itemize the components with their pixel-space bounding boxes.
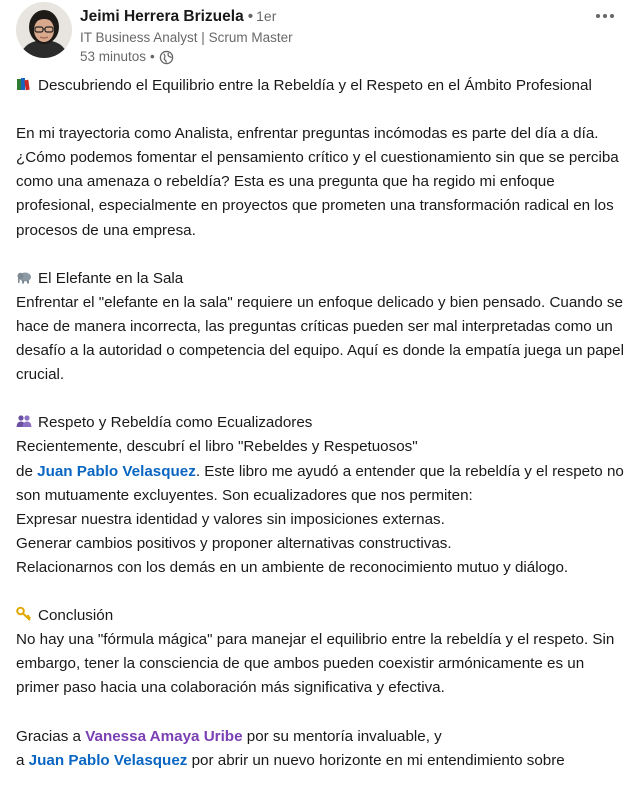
post-intro: En mi trayectoria como Analista, enfrentar preguntas incómodas es parte del día a día. ¿Cómo podemos fomentar el pensamiento crítico y el cuestionamiento sin que se perciba como una amenaza o rebeldía? Esta es una pregunta que ha regido mi enfoque profesional, especialmente en proyectos que prometen una transformación radical en los procesos de una empresa. — [16, 125, 619, 239]
section-conclusion-title: Conclusión — [38, 607, 114, 625]
list-item: Generar cambios positivos y proponer alternativas constructivas. — [16, 534, 452, 552]
section-elephant-title: El Elefante en la Sala — [38, 269, 184, 287]
section-elephant-heading — [16, 267, 626, 291]
list-item: Expresar nuestra identidad y valores sin imposiciones externas. — [16, 510, 445, 528]
post-title — [16, 74, 626, 98]
post-content — [16, 74, 626, 773]
section-conclusion-heading — [16, 604, 626, 628]
mention-juan-pablo-velasquez[interactable]: Juan Pablo Velasquez — [37, 462, 196, 480]
text-fragment: por su mentoría invaluable, y — [242, 727, 442, 745]
text-fragment: . Este libro me ayudó a entender que la rebeldía y el respeto no son mutuamente excluyentes. Son ecualizadores que nos permiten: — [16, 462, 624, 504]
post-header — [16, 2, 621, 66]
people-emoji — [16, 413, 32, 429]
elephant-emoji — [16, 269, 32, 285]
key-emoji — [16, 606, 32, 622]
text-fragment: Gracias a — [16, 727, 86, 745]
section-conclusion-body: No hay una "fórmula mágica" para manejar el equilibrio entre la rebeldía y el respeto. Sin embargo, tener la consciencia de que ambos pueden coexistir armónicamente es un primer paso hacia una colaboración más significativa y efectiva. — [16, 631, 615, 697]
text-fragment: a — [16, 751, 29, 769]
thanks-line2 — [16, 749, 626, 773]
list-item: Relacionarnos con los demás en un ambiente de reconocimiento mutuo y diálogo. — [16, 558, 569, 576]
post-meta — [80, 48, 174, 66]
thanks-line1 — [16, 725, 626, 749]
post-time: 53 minutos — [80, 49, 147, 64]
avatar[interactable] — [16, 2, 72, 58]
section-equalizers-line1: Recientemente, descubrí el libro "Rebeldes y Respetuosos" — [16, 438, 418, 456]
author-headline: IT Business Analyst | Scrum Master — [80, 30, 293, 45]
section-equalizers-title: Respeto y Rebeldía como Ecualizadores — [38, 414, 313, 432]
mention-vanessa-amaya-uribe[interactable]: Vanessa Amaya Uribe — [85, 727, 243, 745]
books-emoji — [16, 76, 32, 92]
section-equalizers-line2 — [16, 460, 626, 508]
author-line — [80, 6, 276, 27]
connection-degree: 1er — [256, 8, 277, 24]
section-equalizers-heading — [16, 411, 626, 435]
text-fragment: por abrir un nuevo horizonte en mi entendimiento sobre — [187, 751, 565, 769]
section-elephant-body: Enfrentar el "elefante en la sala" requiere un enfoque delicado y bien pensado. Cuando se hace de manera incorrecta, las preguntas críticas pueden ser mal interpretadas como un desafío a la autoridad o competencia del equipo. Aquí es donde la empatía juega un papel crucial. — [16, 293, 624, 384]
meta-separator: • — [150, 49, 155, 64]
more-options-icon[interactable] — [589, 4, 621, 28]
globe-icon — [159, 50, 174, 65]
post-title-text: Descubriendo el Equilibrio entre la Rebeldía y el Respeto en el Ámbito Profesional — [38, 77, 592, 94]
mention-juan-pablo-velasquez[interactable]: Juan Pablo Velasquez — [28, 751, 188, 769]
text-fragment: de — [16, 462, 38, 480]
author-name[interactable]: Jeimi Herrera Brizuela — [80, 8, 244, 25]
degree-separator: • — [247, 8, 254, 25]
